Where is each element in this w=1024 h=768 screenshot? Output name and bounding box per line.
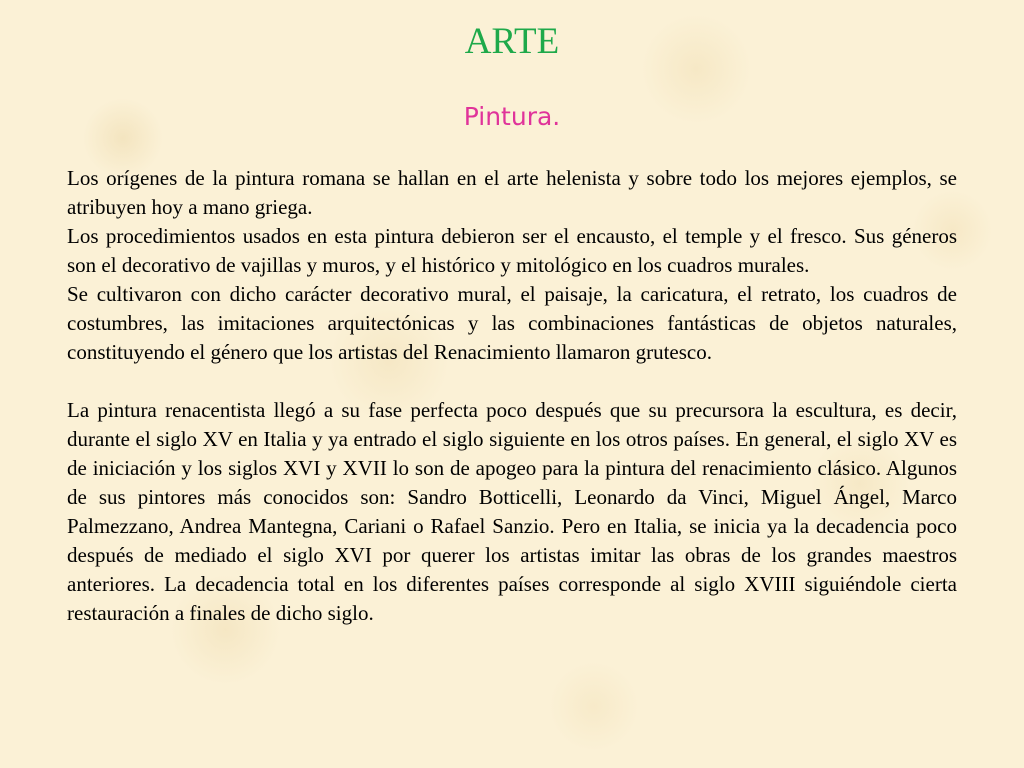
slide-subtitle: Pintura. [463, 102, 561, 131]
body-paragraph-2: Los procedimientos usados en esta pintura debieron ser el encausto, el temple y el fresco. Sus géneros son el decorativo de vajillas y muros, y el histórico y mitológico en los cuadros murales. [67, 224, 957, 277]
slide-body [67, 164, 957, 628]
body-paragraph-4: La pintura renacentista llegó a su fase perfecta poco después que su precursora la escultura, es decir, durante el siglo XV en Italia y ya entrado el siglo siguiente en los otros países. En general, el siglo XV es de iniciación y los siglos XVI y XVII lo son de apogeo para la pintura del renacimiento clásico. Algunos de sus pintores más conocidos son: Sandro Botticelli, Leonardo da Vinci, Miguel Ángel, Marco Palmezzano, Andrea Mantegna, Cariani o Rafael Sanzio. Pero en Italia, se inicia ya la decadencia poco después de mediado el siglo XVI por querer los artistas imitar las obras de los grandes maestros anteriores. La decadencia total en los diferentes países corresponde al siglo XVIII siguiéndole cierta restauración a finales de dicho siglo. [67, 398, 957, 625]
slide-title: ARTE [464, 21, 560, 62]
body-paragraph-3: Se cultivaron con dicho carácter decorativo mural, el paisaje, la caricatura, el retrato, los cuadros de costumbres, las imitaciones arquitectónicas y las combinaciones fantásticas de objetos naturales, constituyendo el género que los artistas del Renacimiento llamaron grutesco. [67, 282, 957, 364]
body-paragraph-1: Los orígenes de la pintura romana se hallan en el arte helenista y sobre todo los mejores ejemplos, se atribuyen hoy a mano griega. [67, 166, 957, 219]
